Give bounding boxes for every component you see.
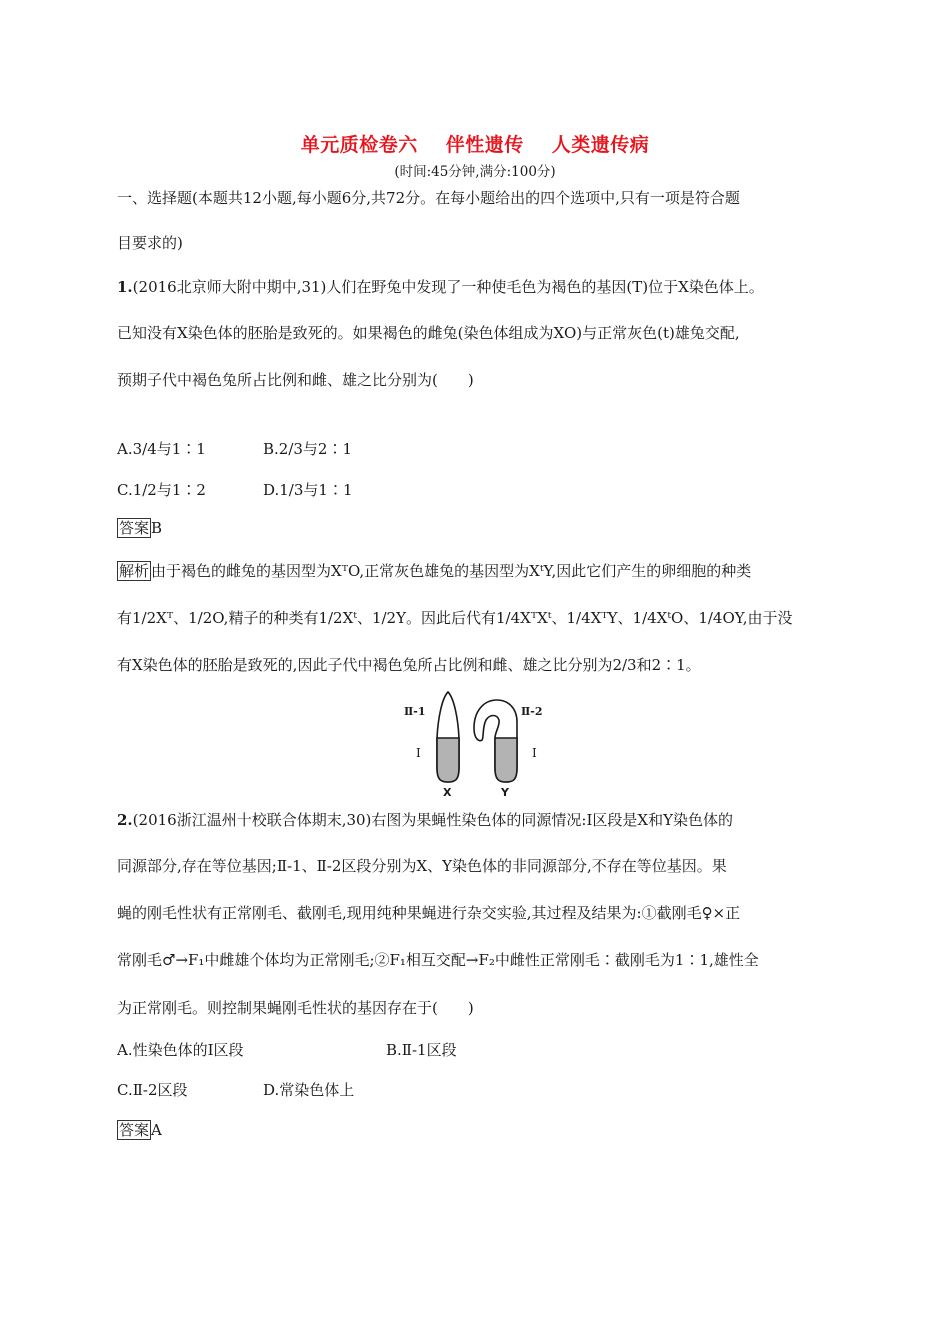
q2-answer <box>117 1120 162 1140</box>
q2-option-b: B.Ⅱ-1区段 <box>386 1041 457 1059</box>
q1-answer <box>117 518 162 538</box>
q1-analysis-line1 <box>117 561 751 581</box>
y-chromosome-homologous-region <box>495 738 517 782</box>
q2-line1 <box>117 810 733 830</box>
title-part-3: 人类遗传病 <box>551 134 650 156</box>
q1-analysis-label: 解析 <box>119 562 150 580</box>
q1-answer-value: B <box>151 519 163 537</box>
q2-option-a: A.性染色体的Ⅰ区段 <box>117 1041 244 1059</box>
section-heading-line2: 目要求的) <box>117 234 183 252</box>
q1-analysis-line3: 有X染色体的胚胎是致死的,因此子代中褐色兔所占比例和雌、雄之比分别为2/3和2∶1。 <box>117 656 701 674</box>
q2-line2: 同源部分,存在等位基因;Ⅱ-1、Ⅱ-2区段分别为X、Y染色体的非同源部分,不存在等位基因。果 <box>117 857 727 875</box>
q1-option-d: D.1/3与1∶1 <box>263 481 353 499</box>
q2-text-1: (2016浙江温州十校联合体期末,30)右图为果蝇性染色体的同源情况:Ⅰ区段是X和Y染色体的 <box>132 811 733 829</box>
q1-answer-label: 答案 <box>119 519 150 537</box>
section-heading-line1: 一、选择题(本题共12小题,每小题6分,共72分。在每小题给出的四个选项中,只有一项是符合题 <box>117 189 740 207</box>
q2-line3: 蝇的刚毛性状有正常刚毛、截刚毛,现用纯种果蝇进行杂交实验,其过程及结果为:①截刚毛♀×正 <box>117 904 741 922</box>
label-ii-2: Ⅱ-2 <box>521 705 543 718</box>
label-y: Y <box>501 786 509 798</box>
q1-analysis-line2: 有1/2Xᵀ、1/2O,精子的种类有1/2Xᵗ、1/2Y。因此后代有1/4XᵀXᵗ、1/4XᵀY、1/4XᵗO、1/4OY,由于没 <box>117 609 793 627</box>
q1-option-a: A.3/4与1∶1 <box>117 440 206 458</box>
q1-line3: 预期子代中褐色兔所占比例和雌、雄之比分别为( ) <box>117 371 474 389</box>
q2-line5: 为正常刚毛。则控制果蝇刚毛性状的基因存在于( ) <box>117 999 474 1017</box>
q1-analysis-text-1: 由于褐色的雌兔的基因型为XᵀO,正常灰色雄兔的基因型为XᵗY,因此它们产生的卵细胞的种类 <box>151 562 752 580</box>
title-part-1: 单元质检卷六 <box>300 134 418 156</box>
q2-number: 2. <box>117 811 133 829</box>
q2-line4: 常刚毛♂→F₁中雌雄个体均为正常刚毛;②F₁相互交配→F₂中雌性正常刚毛∶截刚毛为1∶1,雄性全 <box>117 951 759 969</box>
label-i-right: Ⅰ <box>532 746 537 760</box>
exam-info: (时间:45分钟,满分:100分) <box>394 164 556 180</box>
q2-answer-value: A <box>151 1121 162 1139</box>
title-part-2: 伴性遗传 <box>445 134 524 156</box>
q1-option-c: C.1/2与1∶2 <box>117 481 206 499</box>
label-ii-1: Ⅱ-1 <box>404 705 426 718</box>
page-title <box>0 130 950 157</box>
chromosome-figure <box>400 688 560 798</box>
q2-option-d: D.常染色体上 <box>263 1081 355 1099</box>
q1-option-b: B.2/3与2∶1 <box>263 440 353 458</box>
x-chromosome-homologous-region <box>437 738 459 782</box>
label-x: X <box>443 786 452 798</box>
q2-answer-label: 答案 <box>119 1121 150 1139</box>
q1-line1 <box>117 277 764 297</box>
q1-number: 1. <box>117 278 133 296</box>
label-i-left: Ⅰ <box>416 746 421 760</box>
q1-line2: 已知没有X染色体的胚胎是致死的。如果褐色的雌兔(染色体组成为XO)与正常灰色(t)雄兔交配, <box>117 324 740 342</box>
q1-text-1: (2016北京师大附中期中,31)人们在野兔中发现了一种使毛色为褐色的基因(T)位于X染色体上。 <box>132 278 764 296</box>
q2-option-c: C.Ⅱ-2区段 <box>117 1081 188 1099</box>
